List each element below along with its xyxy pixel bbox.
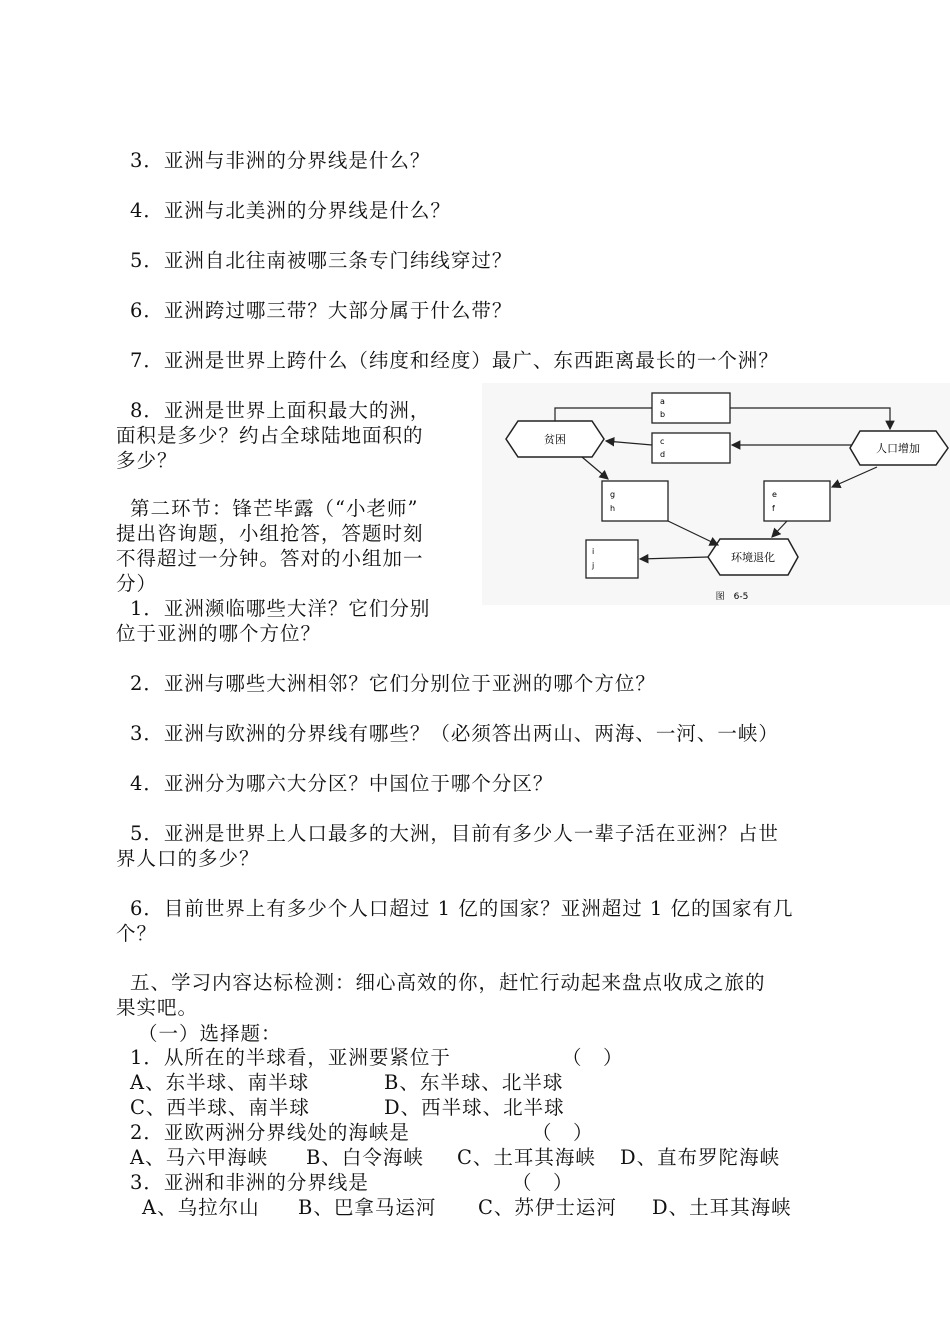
section-2-question-3: 3．亚洲与欧洲的分界线有哪些？（必须答出两山、两海、一河、一峡） — [130, 722, 779, 745]
choice-q1-option-b: B、东半球、北半球 — [384, 1071, 564, 1094]
box-ab-a: a — [660, 397, 665, 406]
section-2-question-6-line-2: 个？ — [116, 922, 158, 945]
question-8-line-2: 面积是多少？约占全球陆地面积的 — [116, 424, 424, 447]
choice-q2-option-d: D、直布罗陀海峡 — [620, 1146, 781, 1169]
diagram-caption: 图 6-5 — [715, 592, 749, 602]
section-2-line-1: 第二环节：锋芒毕露（“小老师” — [130, 497, 419, 520]
choice-q3-option-b: B、巴拿马运河 — [298, 1196, 437, 1219]
box-gh-h: h — [610, 504, 616, 513]
question-3-africa-boundary: 3．亚洲与非洲的分界线是什么？ — [130, 149, 431, 172]
choice-q1-paren: （ ） — [562, 1046, 624, 1069]
svg-text:贫困: 贫困 — [544, 433, 566, 446]
box-ef-f: f — [772, 504, 775, 513]
box-ij — [586, 540, 638, 578]
section-2-question-2: 2．亚洲与哪些大洲相邻？它们分别位于亚洲的哪个方位？ — [130, 672, 656, 695]
section-2-question-5-line-1: 5．亚洲是世界上人口最多的大洲，目前有多少人一辈子活在亚洲？占世 — [130, 822, 779, 845]
section-5-line-1: 五、学习内容达标检测：细心高效的你，赶忙行动起来盘点收成之旅的 — [130, 971, 766, 994]
section-2-question-5-line-2: 界人口的多少？ — [116, 847, 260, 870]
section-2-line-3: 不得超过一分钟。答对的小组加一 — [116, 547, 424, 570]
choice-q2-option-b: B、白令海峡 — [306, 1146, 424, 1169]
choice-q1-option-c: C、西半球、南半球 — [130, 1096, 310, 1119]
svg-text:人口增加: 人口增加 — [876, 442, 920, 455]
choice-heading: （一）选择题： — [138, 1022, 282, 1045]
box-gh — [602, 481, 668, 521]
box-ef-e: e — [772, 490, 777, 499]
section-2-question-6-line-1: 6．目前世界上有多少个人口超过 1 亿的国家？亚洲超过 1 亿的国家有几 — [130, 897, 794, 920]
question-4-north-america-boundary: 4．亚洲与北美洲的分界线是什么？ — [130, 199, 451, 222]
question-8-line-1: 8．亚洲是世界上面积最大的洲， — [130, 399, 431, 422]
choice-q1-option-d: D、西半球、北半球 — [384, 1096, 565, 1119]
box-cd-d: d — [660, 450, 666, 459]
section-2-question-1-line-1: 1．亚洲濒临哪些大洋？它们分别 — [130, 597, 431, 620]
box-ij-i: i — [592, 547, 595, 556]
poverty-population-environment-diagram — [482, 383, 950, 605]
question-6-climate-zones: 6．亚洲跨过哪三带？大部分属于什么带？ — [130, 299, 513, 322]
choice-q3-option-c: C、苏伊士运河 — [478, 1196, 617, 1219]
choice-q3-paren: （ ） — [512, 1171, 574, 1194]
section-2-question-1-line-2: 位于亚洲的哪个方位？ — [116, 622, 322, 645]
choice-q3-option-a: A、乌拉尔山 — [142, 1196, 260, 1219]
box-ij-j: j — [592, 561, 595, 570]
box-ef — [764, 481, 830, 521]
choice-q3-stem: 3．亚洲和非洲的分界线是 — [130, 1171, 369, 1194]
section-2-line-4: 分） — [116, 572, 158, 595]
question-7-extent: 7．亚洲是世界上跨什么（纬度和经度）最广、东西距离最长的一个洲？ — [130, 349, 779, 372]
box-gh-g: g — [610, 490, 616, 499]
choice-q1-stem: 1．从所在的半球看，亚洲要紧位于 — [130, 1046, 451, 1069]
choice-q3-option-d: D、土耳其海峡 — [652, 1196, 792, 1219]
choice-q2-option-a: A、马六甲海峡 — [130, 1146, 269, 1169]
section-2-question-4: 4．亚洲分为哪六大分区？中国位于哪个分区？ — [130, 772, 554, 795]
section-5-line-2: 果实吧。 — [116, 996, 199, 1019]
box-cd-c: c — [660, 437, 665, 446]
svg-text:环境退化: 环境退化 — [731, 551, 775, 564]
section-2-line-2: 提出咨询题，小组抢答，答题时刻 — [116, 522, 424, 545]
choice-q2-stem: 2．亚欧两洲分界线处的海峡是 — [130, 1121, 410, 1144]
question-8-line-3: 多少？ — [116, 449, 178, 472]
question-5-latitude-lines: 5．亚洲自北往南被哪三条专门纬线穿过？ — [130, 249, 513, 272]
box-ab-b: b — [660, 410, 666, 419]
choice-q2-paren: （ ） — [532, 1121, 594, 1144]
choice-q1-option-a: A、东半球、南半球 — [130, 1071, 310, 1094]
choice-q2-option-c: C、土耳其海峡 — [457, 1146, 596, 1169]
